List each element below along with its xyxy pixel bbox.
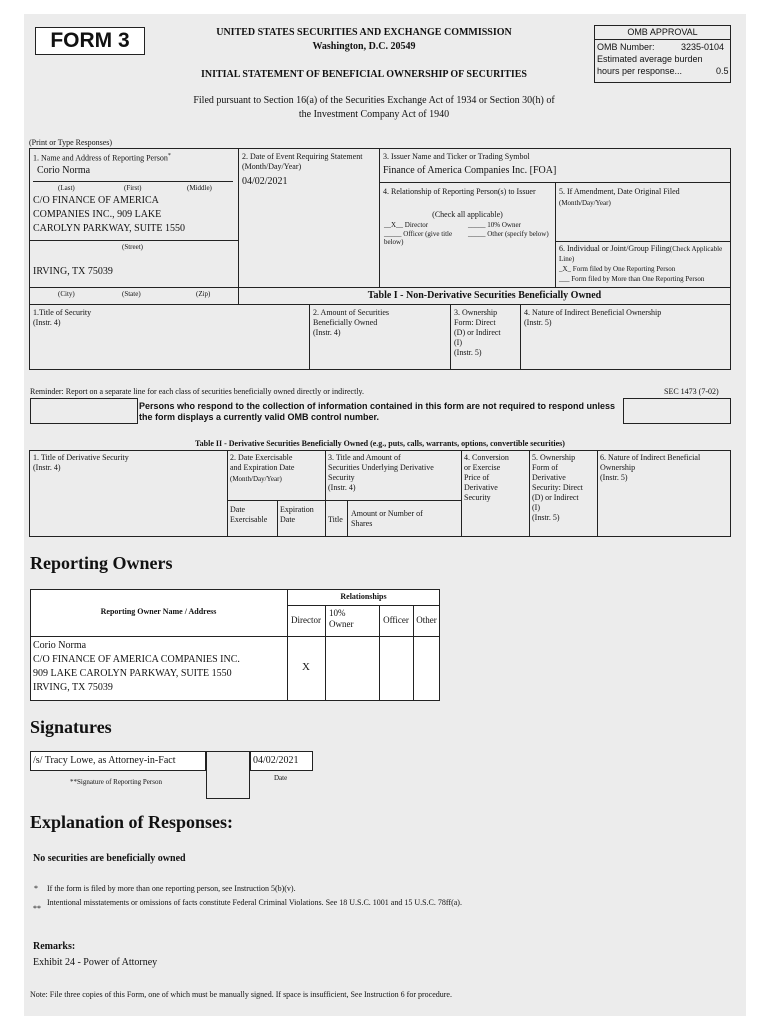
omb-burden-line1: Estimated average burden [597, 54, 703, 64]
table1-col-title: 1.Title of Security (Instr. 4) [33, 308, 92, 327]
table1-col-amount: 2. Amount of Securities Beneficially Owned (Instr. 4) [313, 308, 389, 337]
box4-label: 4. Relationship of Reporting Person(s) to Issuer [383, 187, 536, 196]
signature-value: /s/ Tracy Lowe, as Attorney-in-Fact [33, 755, 176, 766]
filing-option-more: ___ Form filed by More than One Reporting Person [559, 275, 705, 283]
box6-label-text: 6. Individual or Joint/Group Filing [559, 244, 670, 253]
filed-pursuant-line2: the Investment Company Act of 1940 [298, 109, 450, 120]
table2-col-dates-sub: (Month/Day/Year) [230, 475, 282, 483]
filing-option-one: _X_ Form filed by One Reporting Person [559, 265, 676, 273]
box1-label-text: 1. Name and Address of Reporting Person [33, 153, 168, 163]
reporting-owner-details: Corio Norma C/O FINANCE OF AMERICA COMPANIES INC. 909 LAKE CAROLYN PARKWAY, SUITE 1550 IRVING, TX 75039 [33, 640, 240, 693]
signature-gap-box [206, 751, 250, 799]
relationship-other: _____ Other (specify below) [468, 230, 549, 238]
footnote1-mark: * [34, 884, 38, 893]
footnote2-text: Intentional misstatements or omissions of facts constitute Federal Criminal Violations. See 18 U.S.C. 1001 and 15 U.S.C. 78ff(a). [47, 898, 462, 907]
explanation-note: No securities are beneficially owned [33, 853, 186, 864]
persons-notice: Persons who respond to the collection of information contained in this form are not required to respond unless the form displays a currently valid OMB control number. [139, 401, 616, 422]
table2-col-title: 1. Title of Derivative Security (Instr. 4) [33, 453, 129, 472]
owner-name-column: Reporting Owner Name / Address [100, 607, 217, 616]
omb-burden-value: 0.5 [716, 66, 729, 76]
event-date-value: 04/02/2021 [242, 176, 288, 187]
omb-title: OMB APPROVAL [627, 27, 698, 37]
omb-number-label: OMB Number: [597, 42, 655, 52]
relationships-header: Relationships [340, 592, 387, 601]
omb-burden-line2: hours per response... [597, 66, 683, 76]
reminder-text: Reminder: Report on a separate line for each class of securities beneficially owned directly or indirectly. [30, 387, 365, 396]
table2-date-exercisable: Date Exercisable [230, 505, 268, 524]
table2-title: Table II - Derivative Securities Beneficially Owned (e.g., puts, calls, warrants, options, convertible securities) [195, 439, 565, 448]
box4-check-all: (Check all applicable) [432, 210, 503, 219]
final-note: Note: File three copies of this Form, one of which must be manually signed. If space is insufficient, See Instruction 6 for procedure. [30, 990, 452, 999]
reminder-right-box [623, 398, 731, 424]
rel-officer-header: Officer [383, 615, 409, 625]
table2-col-ownership: 5. Ownership Form of Derivative Security: Direct (D) or Indirect (I) (Instr. 5) [532, 453, 583, 522]
middle-caption: (Middle) [187, 184, 212, 192]
table2-underlying-title: Title [328, 515, 343, 524]
last-caption: (Last) [58, 184, 75, 192]
footnote2-mark: ** [33, 904, 41, 913]
rel-ten-pct-header: 10% Owner [329, 608, 354, 629]
box6-label-small: (Check Applicable Line) [559, 245, 723, 263]
signatures-heading: Signatures [30, 717, 112, 737]
table2-expiration-date: Expiration Date [280, 505, 314, 524]
signature-caption: **Signature of Reporting Person [70, 778, 162, 786]
remarks-label: Remarks: [33, 941, 76, 952]
table2-underlying-amount: Amount or Number of Shares [351, 509, 423, 528]
agency-title: UNITED STATES SECURITIES AND EXCHANGE COMMISSION [216, 27, 512, 38]
filed-pursuant-line1: Filed pursuant to Section 16(a) of the Securities Exchange Act of 1934 or Section 30(h) of [193, 95, 555, 106]
relationship-director: __X__ Director [384, 221, 429, 229]
sec-number: SEC 1473 (7-02) [664, 387, 719, 396]
table1-col-ownership: 3. Ownership Form: Direct (D) or Indirect (I) (Instr. 5) [454, 308, 501, 357]
table2-col-dates: 2. Date Exercisable and Expiration Date [230, 453, 295, 472]
reporting-person-name: Corio Norma [37, 165, 91, 176]
box6-label [559, 244, 729, 264]
table1-col-nature: 4. Nature of Indirect Beneficial Ownership (Instr. 5) [524, 308, 662, 327]
box1-label [33, 153, 233, 163]
state-caption: (State) [122, 290, 141, 298]
table2-col-conversion: 4. Conversion or Exercise Price of Derivative Security [464, 453, 509, 502]
box5-sub: (Month/Day/Year) [559, 199, 611, 207]
box3-label: 3. Issuer Name and Ticker or Trading Symbol [383, 152, 530, 161]
city-caption: (City) [58, 290, 75, 298]
signature-date: 04/02/2021 [253, 755, 299, 766]
box1-footnote-mark: * [167, 153, 171, 159]
form-label: FORM 3 [50, 29, 130, 52]
reporting-person-address: C/O FINANCE OF AMERICA COMPANIES INC., 909 LAKE CAROLYN PARKWAY, SUITE 1550 [33, 195, 185, 234]
table2-col-nature: 6. Nature of Indirect Beneficial Ownership (Instr. 5) [600, 453, 701, 482]
footnote1-text: If the form is filed by more than one reporting person, see Instruction 5(b)(v). [47, 884, 296, 893]
omb-number-value: 3235-0104 [681, 42, 725, 52]
reminder-left-box [30, 398, 138, 424]
explanation-heading: Explanation of Responses: [30, 812, 234, 832]
box2-label: 2. Date of Event Requiring Statement (Month/Day/Year) [242, 152, 363, 171]
street-caption: (Street) [122, 243, 143, 251]
box5-label [559, 186, 729, 209]
zip-caption: (Zip) [196, 290, 211, 298]
director-mark: X [302, 661, 310, 673]
box5-label-text: 5. If Amendment, Date Original Filed [559, 187, 680, 196]
city-state-zip: IRVING, TX 75039 [33, 266, 113, 277]
table1-title: Table I - Non-Derivative Securities Beneficially Owned [367, 290, 602, 301]
issuer-value: Finance of America Companies Inc. [FOA] [383, 165, 557, 176]
statement-title: INITIAL STATEMENT OF BENEFICIAL OWNERSHIP OF SECURITIES [200, 69, 527, 80]
table2-col-underlying: 3. Title and Amount of Securities Underlying Derivative Security (Instr. 4) [328, 453, 434, 492]
relationship-ten-pct: _____ 10% Owner [468, 221, 521, 229]
form-page [24, 14, 746, 1016]
agency-location: Washington, D.C. 20549 [312, 41, 416, 52]
print-or-type: (Print or Type Responses) [29, 138, 113, 147]
remarks-text: Exhibit 24 - Power of Attorney [33, 957, 158, 968]
relationship-officer: _____ Officer (give title below) [384, 230, 453, 246]
rel-other-header: Other [416, 615, 437, 625]
first-caption: (First) [124, 184, 142, 192]
rel-director-header: Director [291, 615, 321, 625]
date-caption: Date [274, 774, 288, 782]
reporting-owners-heading: Reporting Owners [30, 553, 173, 573]
